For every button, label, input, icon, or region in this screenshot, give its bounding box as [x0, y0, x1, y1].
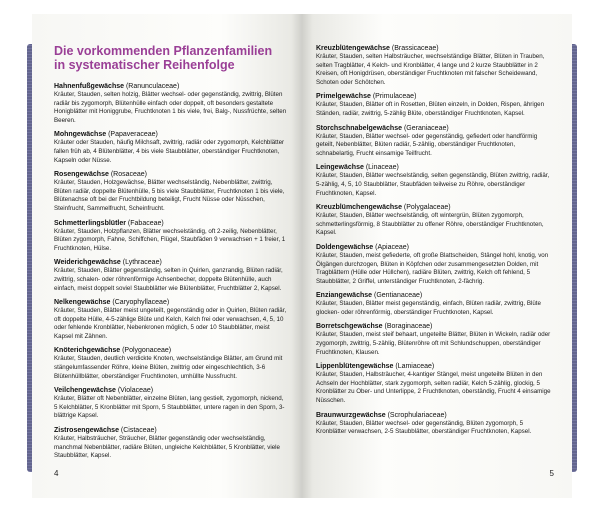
family-entry [54, 346, 288, 381]
family-entry [54, 386, 288, 421]
family-heading [316, 163, 554, 172]
family-description: Kräuter, Stauden, Blätter gegenständig, selten in Quirlen, ganzrandig, Blüten radiär, zwittrig, schalen- oder röhrenförmige Achsenbecher, doppelte Blütenhülle, auch einfach, meist doppelt soviel Staubblätter wie Blütenblätter, Fruchtblätter 2, Kapsel. [54, 267, 283, 292]
family-description: Kräuter, Stauden, Blätter wechsel- oder gegenständig, Blüten zygomorph, 5 Kronblätter verwachsen, 2-5 Staubblätter, oberständiger Fruchtknoten, Kapsel. [316, 419, 532, 436]
family-name: Hahnenfußgewächse [54, 83, 125, 90]
family-description: Kräuter, Stauden, Holzpflanzen, Blätter wechselständig, oft 2-zeilig, Nebenblätter, Blüten zygomorph, Fahne, Schiffchen, Flügel, Staubfäden 9 verwachsen + 1 freier, 1 Fruchtknoten, Hülse. [54, 227, 286, 252]
family-latin-name: (Cistaceae) [120, 427, 157, 435]
family-name: Doldengewächse [316, 243, 374, 251]
family-description: Kräuter, Stauden, selten holzig, Blätter wechsel- oder gegenständig, zwittrig, Blüten radiär bis zygomorph, Blütenhülle einfach oder doppelt, oft besonders gestaltete Honigblätter mit Honiggrube, Fruchtknoten 1 bis viele, frei, Balg-, Nussfrüchte, selten Beeren. [54, 91, 287, 124]
family-latin-name: (Boraginaceae) [384, 323, 433, 331]
family-latin-name: (Polygonaceae) [122, 347, 172, 355]
family-latin-name: (Lamiaceae) [395, 363, 435, 371]
left-page-content [54, 44, 288, 466]
family-heading [54, 386, 288, 395]
family-entry [316, 243, 554, 286]
family-description: Kräuter, Stauden, Blätter wechselständig, selten gegenständig, Blüten zwittrig, radiär, 5-zählig, 4, 5, 10 Staubblätter, Staubfäden teilweise zu Röhre, oberständiger Fruchtknoten, Kapsel. [316, 172, 550, 197]
family-heading [54, 258, 288, 267]
family-heading [316, 203, 554, 212]
family-entry [54, 170, 288, 213]
family-name: Schmetterlingsblütler [54, 219, 126, 227]
family-description: Kräuter, Stauden, meist gefiederte, oft große Blattscheiden, Stängel hohl, knotig, von Ölgängen durchzogen, Blüten in Köpfchen oder zusammengesetzten Dolden, mit Tragblättern (Hülle oder Hüllchen), radiäre Blüten, zwittrig, Kelch oft fehlend, 5 Staubblätter, 2 Griffel, unterständiger Fruchtknoten, 2-fächrig. [316, 251, 549, 285]
page-number-left: 4 [54, 469, 59, 478]
family-heading [54, 346, 288, 355]
family-description: Kräuter, Stauden, Holzgewächse, Blätter wechselständig, Nebenblätter, zwittrig, Blüten radiär, doppelte Blütenhülle, 5 bis viele Staubblätter, Fruchtknoten 1 bis viele, Blütenachse oft bei der Fruchtbildung beteiligt, Frucht Nüsse oder Nüsschen, Steinfrucht, Sammelfrucht, Scheinfrucht. [54, 179, 285, 212]
family-entry [54, 258, 288, 293]
family-list-right [316, 44, 554, 437]
family-heading [316, 124, 554, 133]
family-description: Kräuter, Stauden, selten Halbsträucher, wechselständige Blätter, Blüten in Trauben, selten Tragblätter, 4 Kelch- und Kronblätter, 4 lange und 2 kurze Staubblätter in 2 Kreisen, oft Honigdrüsen, oberständiger Fruchtknoten mit falscher Scheidewand, Schoten oder Schötchen. [316, 53, 545, 86]
family-heading [54, 426, 288, 435]
left-page [32, 14, 302, 498]
family-latin-name: (Apiaceae) [375, 243, 409, 251]
family-heading [316, 322, 554, 331]
family-latin-name: (Brassicaceae) [391, 45, 439, 52]
right-page-content [316, 44, 554, 442]
family-heading [54, 219, 288, 228]
family-entry [54, 426, 288, 461]
page-title [54, 44, 288, 72]
family-name: Braunwurzgewächse [316, 411, 386, 419]
family-description: Kräuter, Stauden, Blätter meist gegenständig, einfach, Blüten radiär, zwittrig, Blüte glocken- oder röhrenförmig, oberständiger Fruchtknoten, Kapsel. [316, 300, 541, 316]
family-latin-name: (Linaceae) [365, 164, 399, 172]
family-entry [316, 44, 554, 87]
family-description: Kräuter, Stauden, Blätter oft in Rosetten, Blüten einzeln, in Dolden, Rispen, ährigen Ständen, radiär, zwittrig, 5-zählig Blüte, oberständiger Fruchtknoten, Kapsel. [316, 101, 545, 117]
family-latin-name: (Gentianaceae) [373, 292, 423, 300]
family-name: Lippenblütengewächse [316, 363, 394, 371]
right-page [302, 14, 572, 498]
family-entry [316, 411, 554, 437]
family-name: Kreuzblümchengewächse [316, 204, 402, 212]
family-name: Weiderichgewächse [54, 259, 121, 267]
family-name: Rosengewächse [54, 171, 109, 179]
family-latin-name: (Violaceae) [117, 387, 154, 395]
family-name: Knöterichgewächse [54, 347, 121, 355]
family-name: Kreuzblütengewächse [316, 45, 390, 52]
family-description: Kräuter, Halbsträucher, Sträucher, Blätter gegenständig oder wechselständig, manchmal Nebenblätter, radiäre Blüten, ungleiche Kelchblätter, 5 Kronblätter, viele Staubblätter, Kapsel. [54, 435, 280, 460]
family-description: Kräuter, Stauden, deutlich verdickte Knoten, wechselständige Blätter, am Grund mit stängelumfassender Röhre, kleine Blüten, zwittrig oder eingeschlechtlich, 3-6 Blütenhüllblätter, oberständiger Fruchtknoten, umhüllte Nussfrucht. [54, 355, 283, 380]
title-line-2: in systematischer Reihenfolge [54, 58, 235, 72]
family-latin-name: (Scrophulariaceae) [387, 411, 447, 419]
family-list-left [54, 82, 288, 461]
family-latin-name: (Rosaceae) [110, 171, 147, 179]
family-heading [54, 298, 288, 307]
family-latin-name: (Caryophyllaceae) [112, 299, 170, 307]
family-name: Enziangewächse [316, 292, 373, 300]
family-name: Primelgewächse [316, 93, 371, 101]
family-name: Mohngewächse [54, 131, 107, 139]
family-entry [54, 219, 288, 254]
family-entry [316, 291, 554, 317]
family-latin-name: (Papaveraceae) [108, 131, 158, 139]
family-description: Kräuter oder Stauden, häufig Milchsaft, zwittrig, radiär oder zygomorph, Kelchblätter fallen früh ab, 4 Blütenblätter, 4 bis viele Staubblätter, oberständiger Fruchtknoten, Kapseln oder Nüsse. [54, 139, 285, 164]
family-entry [54, 130, 288, 165]
family-heading [316, 411, 554, 420]
family-name: Borretschgewächse [316, 323, 383, 331]
family-description: Kräuter, Stauden, Blätter meist ungeteilt, gegenständig oder in Quirlen, Blüten radiär, oft doppelte Hülle, 4-5-zählige Blüte und Kelch, Kelch frei oder verwachsen, 4, 5, 10 oder fehlende Kronblätter, Nebenkronen möglich, 5 oder 10 Staubblätter, meist Kapsel mit Zähnen. [54, 307, 287, 340]
family-entry [316, 322, 554, 357]
family-latin-name: (Primulaceae) [372, 93, 417, 101]
family-heading [316, 362, 554, 371]
family-name: Storchschnabelgewächse [316, 124, 402, 132]
family-entry [316, 362, 554, 405]
family-heading [316, 92, 554, 101]
family-name: Veilchengewächse [54, 387, 116, 395]
family-heading [316, 44, 554, 53]
family-latin-name: (Fabaceae) [127, 219, 164, 227]
family-entry [54, 298, 288, 341]
page-number-right: 5 [549, 469, 554, 478]
family-heading [54, 82, 288, 91]
family-heading [316, 291, 554, 300]
family-name: Zistrosengewächse [54, 427, 119, 435]
family-description: Kräuter, Stauden, Blätter wechsel- oder gegenständig, gefiedert oder handförmig geteilt, Nebenblätter, Blüten radiär, 5-zählig, oberständiger Fruchtknoten, schnabelartig, Frucht einsamige Teilfrucht. [316, 132, 538, 157]
family-description: Kräuter, Stauden, Halbsträucher, 4-kantiger Stängel, meist ungeteilte Blüten in den Achseln der Hochblätter, stark zygomorph, selten radiär, Kelch 5-zählig, glockig, 5 Kronblätter zu Ober- und Unterlippe, 2 Fruchtknoten, oberständig, Frucht 4 einsamige Nüsschen. [316, 371, 551, 405]
family-name: Nelkengewächse [54, 299, 111, 307]
family-heading [54, 170, 288, 179]
family-latin-name: (Lythraceae) [122, 259, 162, 267]
family-latin-name: (Ranunculaceae) [125, 83, 180, 90]
family-entry [54, 82, 288, 125]
open-book [30, 14, 574, 498]
family-latin-name: (Polygalaceae) [403, 204, 451, 212]
family-entry [316, 124, 554, 159]
family-latin-name: (Geraniaceae) [403, 124, 449, 132]
title-line-1: Die vorkommenden Pflanzenfamilien [54, 44, 273, 58]
family-heading [316, 243, 554, 252]
family-name: Leingewächse [316, 164, 364, 172]
family-description: Kräuter, Stauden, meist steif behaart, ungeteilte Blätter, Blüten in Wickeln, radiär oder zygomorph, zwittrig, 5-zählig, Blütenröhre oft mit Schlundschuppen, oberständiger Fruchtknoten, Klausen. [316, 331, 551, 356]
family-entry [316, 163, 554, 198]
family-description: Kräuter, Blätter oft Nebenblätter, einzelne Blüten, lang gestielt, zygomorph, nickend, 5 Kelchblätter, 5 Kronblätter mit Sporn, 5 Staubblätter, untere ragen in den Sporn, 3-blättrige Kapsel. [54, 395, 285, 420]
family-heading [54, 130, 288, 139]
family-entry [316, 203, 554, 238]
family-description: Kräuter, Stauden, Blätter wechselständig, oft wintergrün, Blüten zygomorph, schmetterlingsförmig, 8 Staubblätter zu offener Röhre, oberständiger Fruchtknoten, Kapsel. [316, 212, 544, 237]
family-entry [316, 92, 554, 118]
